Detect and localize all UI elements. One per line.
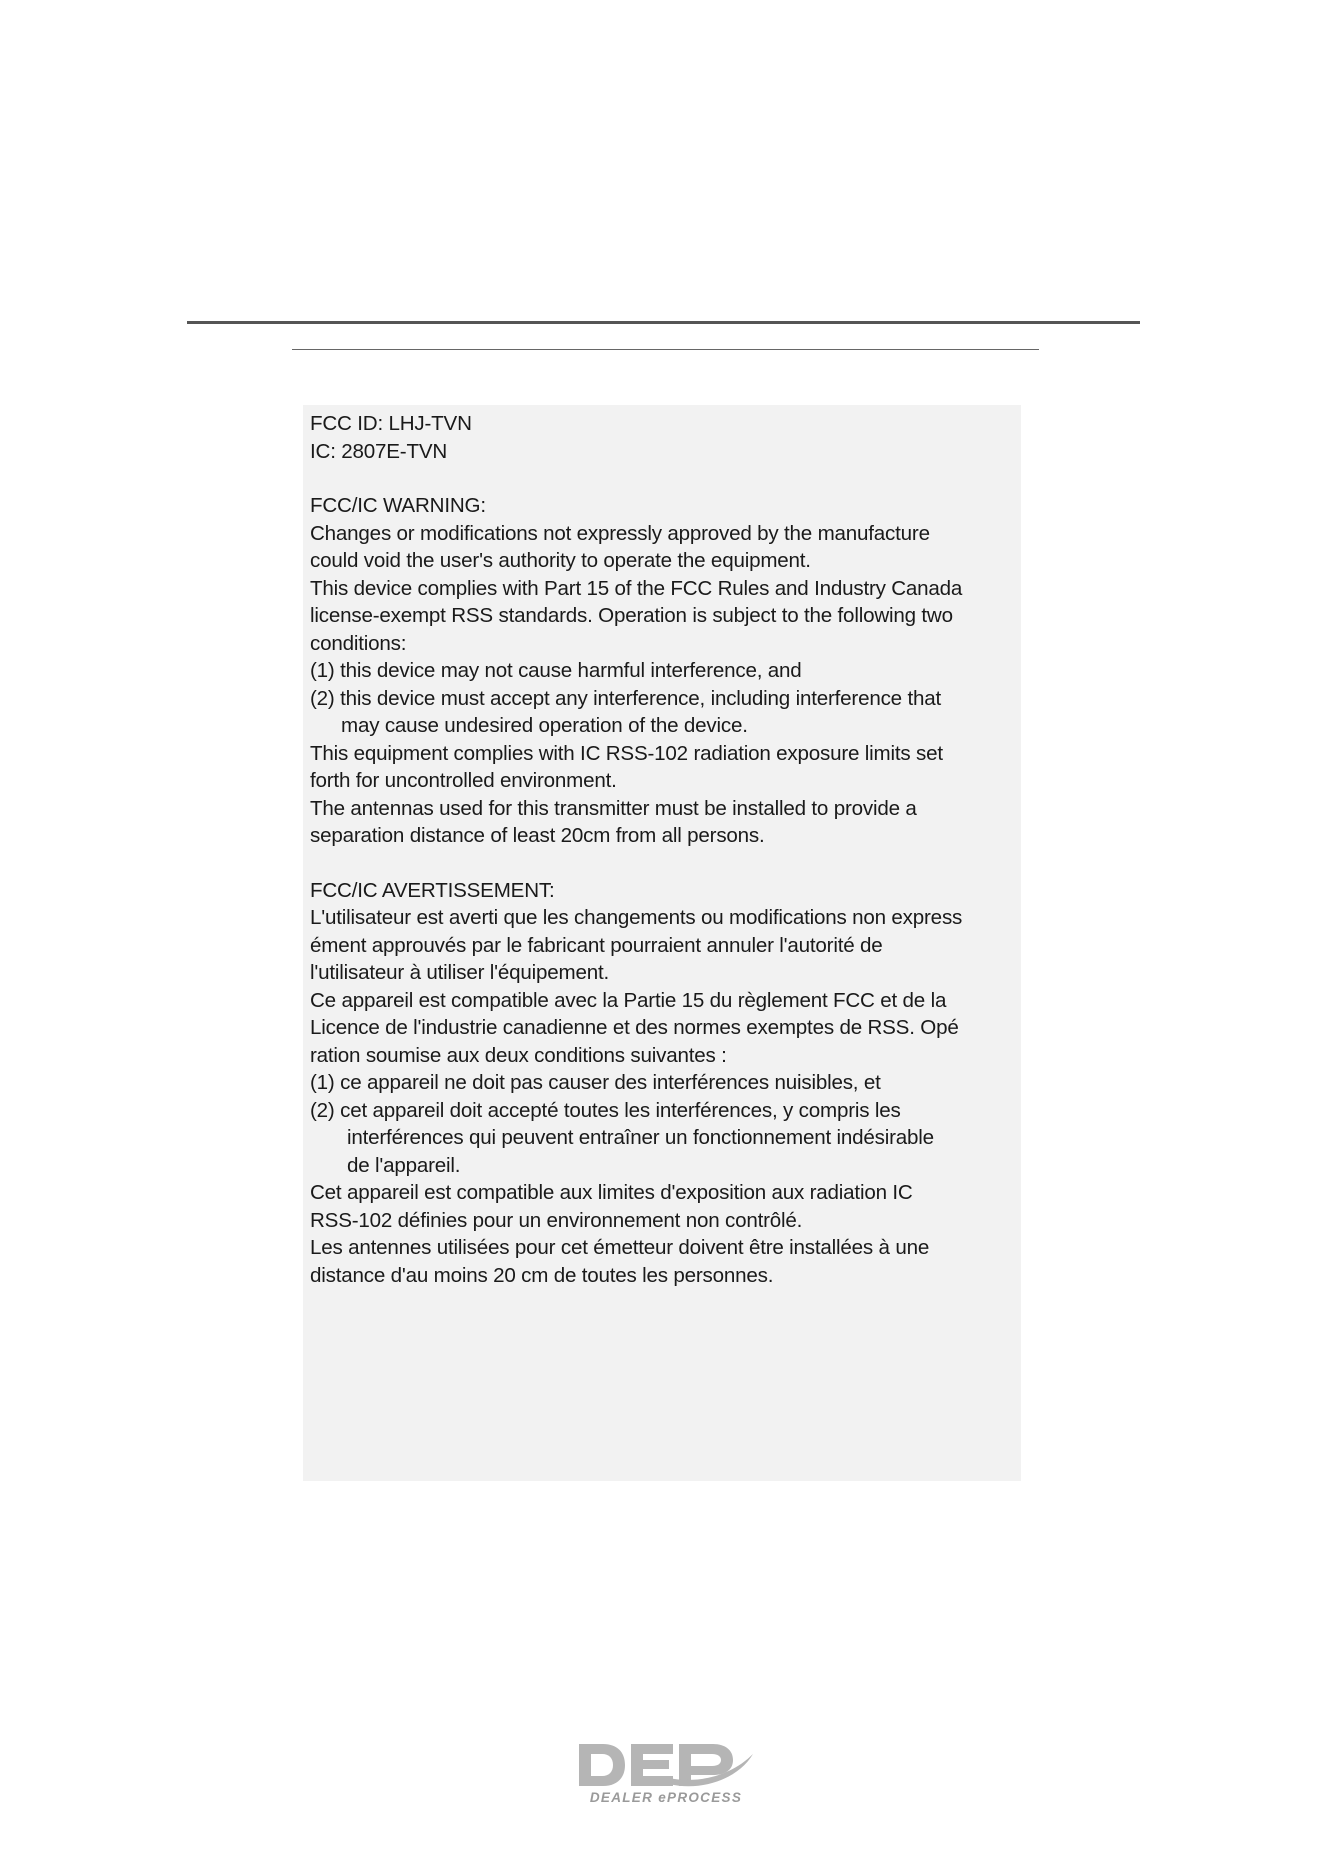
french-text-line: interférences qui peuvent entraîner un fonctionnement indésirable [347,1126,934,1149]
english-text-line: may cause undesired operation of the device. [341,714,748,737]
french-body [310,904,1020,1289]
french-text-line: (1) ce appareil ne doit pas causer des interférences nuisibles, et [310,1071,881,1094]
english-text-line: forth for uncontrolled environment. [310,769,617,792]
english-text-line: (2) this device must accept any interference, including interference that [310,686,942,710]
regulatory-text [310,410,1020,1289]
french-text-line: ément approuvés par le fabricant pourraient annuler l'autorité de [310,933,883,957]
french-text-line: (2) cet appareil doit accepté toutes les interférences, y compris les [310,1098,901,1122]
dep-logo-mark [573,1738,759,1790]
english-text-line: separation distance of least 20cm from all persons. [310,824,765,847]
french-text-line: RSS-102 définies pour un environnement non contrôlé. [310,1208,803,1232]
french-text-line: de l'appareil. [347,1153,461,1177]
scanned-label-image [303,405,1021,1481]
english-text-line: could void the user's authority to operate the equipment. [310,549,811,572]
french-heading: FCC/IC AVERTISSEMENT: [310,878,555,902]
fcc-id-line: FCC ID: LHJ-TVN [310,412,472,435]
section-rule [292,349,1039,350]
header-rule [187,321,1140,324]
english-text-line: This equipment complies with IC RSS-102 radiation exposure limits set [310,741,943,765]
ic-id-line: IC: 2807E-TVN [310,439,448,463]
english-text-line: The antennas used for this transmitter must be installed to provide a [310,796,917,820]
english-text-line: license-exempt RSS standards. Operation is subject to the following two [310,604,953,627]
french-text-line: ration soumise aux deux conditions suivantes : [310,1043,727,1067]
french-text-line: L'utilisateur est averti que les changements ou modifications non express [310,906,963,929]
english-text-line: (1) this device may not cause harmful interference, and [310,659,802,682]
french-text-line: Les antennes utilisées pour cet émetteur doivent être installées à une [310,1236,930,1259]
french-text-line: Licence de l'industrie canadienne et des normes exemptes de RSS. Opé [310,1016,959,1039]
english-body [310,520,1020,850]
french-text-line: Ce appareil est compatible avec la Partie 15 du règlement FCC et de la [310,988,947,1012]
english-heading: FCC/IC WARNING: [310,494,486,517]
french-text-line: Cet appareil est compatible aux limites d'exposition aux radiation IC [310,1181,913,1204]
english-text-line: conditions: [310,631,407,655]
english-text-line: This device complies with Part 15 of the FCC Rules and Industry Canada [310,576,963,600]
french-text-line: l'utilisateur à utiliser l'équipement. [310,961,610,984]
logo-subtitle: DEALER ePROCESS [589,1790,743,1805]
french-text-line: distance d'au moins 20 cm de toutes les personnes. [310,1263,774,1287]
english-text-line: Changes or modifications not expressly approved by the manufacture [310,521,930,545]
dealer-eprocess-logo [573,1738,759,1812]
